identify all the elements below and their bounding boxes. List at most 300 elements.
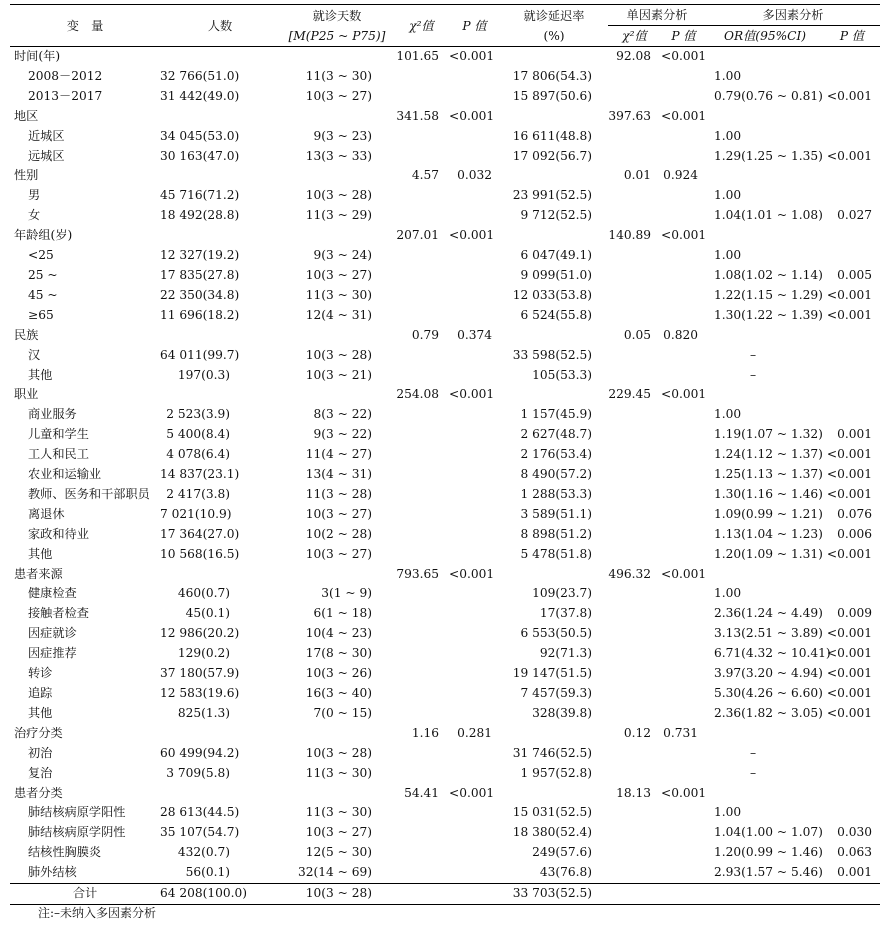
cell-or-ci (706, 784, 824, 804)
cell-days: 11(3 ~ 29) (305, 208, 372, 223)
category-row (10, 107, 880, 127)
cell-uni-p (661, 286, 706, 306)
cell-p (449, 366, 500, 386)
cell-count (160, 107, 280, 127)
cell-days: 10(3 ~ 26) (305, 666, 372, 681)
cell-uni-p (661, 684, 706, 704)
cell-uni-p (661, 206, 706, 226)
table-row (10, 604, 880, 624)
cell-days: 11(3 ~ 28) (305, 486, 372, 501)
header-count: 人数 (160, 5, 280, 47)
cell-multi-p: <0.001 (826, 546, 872, 561)
cell-uni-chi2 (608, 644, 661, 664)
cell-uni-p: <0.001 (661, 228, 707, 243)
table-row (10, 525, 880, 545)
cell-uni-chi2 (608, 823, 661, 843)
table-row (10, 823, 880, 843)
cell-count: 7 021(10.9) (160, 506, 232, 521)
cell-count: 30 163(47.0) (160, 148, 240, 163)
table-row (10, 764, 880, 784)
row-label: 年龄组(岁) (14, 228, 73, 243)
cell-chi2 (394, 584, 449, 604)
cell-p (449, 286, 500, 306)
cell-delay-rate (500, 724, 608, 744)
cell-multi-p (824, 764, 880, 784)
table-row (10, 644, 880, 664)
cell-uni-p (661, 465, 706, 485)
cell-uni-chi2 (608, 584, 661, 604)
cell-delay-rate: 33 598(52.5) (512, 347, 592, 362)
cell-p (449, 405, 500, 425)
cell-delay-rate: 1 157(45.9) (520, 407, 592, 422)
row-label: 女 (28, 208, 41, 223)
cell-multi-p: <0.001 (826, 88, 872, 103)
total-chi2 (394, 884, 449, 905)
cell-days: 10(2 ~ 28) (305, 526, 372, 541)
cell-uni-chi2 (608, 266, 661, 286)
cell-multi-p: 0.027 (837, 208, 872, 223)
cell-uni-chi2 (608, 465, 661, 485)
cell-p (449, 346, 500, 366)
cell-count: 12 986(20.2) (160, 626, 240, 641)
row-label: ≥65 (28, 307, 54, 322)
total-uni-chi2 (608, 884, 661, 905)
cell-or-ci: – (749, 367, 757, 382)
cell-uni-chi2: 0.05 (623, 327, 651, 342)
cell-delay-rate: 3 589(51.1) (520, 506, 592, 521)
cell-p (449, 266, 500, 286)
cell-uni-chi2 (608, 346, 661, 366)
cell-chi2 (394, 425, 449, 445)
cell-p (449, 764, 500, 784)
cell-chi2: 341.58 (396, 108, 439, 123)
cell-uni-p (661, 644, 706, 664)
header-chi2: χ²值 (394, 5, 449, 47)
cell-delay-rate: 6 553(50.5) (520, 626, 592, 641)
cell-count (160, 226, 280, 246)
cell-p (449, 445, 500, 465)
cell-or-ci: 3.13(2.51 ~ 3.89) (714, 626, 823, 641)
cell-p: <0.001 (449, 566, 495, 581)
cell-or-ci (706, 47, 824, 67)
cell-days: 11(3 ~ 30) (305, 287, 372, 302)
cell-uni-p (661, 803, 706, 823)
cell-chi2 (394, 405, 449, 425)
cell-chi2 (394, 266, 449, 286)
cell-delay-rate (500, 784, 608, 804)
cell-or-ci: 1.20(1.09 ~ 1.31) (714, 546, 823, 561)
cell-days: 13(3 ~ 33) (305, 148, 372, 163)
cell-p (449, 87, 500, 107)
cell-uni-p (661, 624, 706, 644)
table-row (10, 863, 880, 883)
cell-or-ci: 1.00 (714, 805, 742, 820)
cell-uni-p (661, 425, 706, 445)
row-label: 2008－2012 (28, 68, 103, 83)
cell-delay-rate: 12 033(53.8) (512, 287, 592, 302)
cell-count: 3 709(5.8) (166, 765, 230, 780)
cell-uni-chi2 (608, 704, 661, 724)
table-row (10, 67, 880, 87)
cell-uni-p (661, 664, 706, 684)
cell-or-ci: 1.00 (714, 248, 742, 263)
cell-days: 9(3 ~ 24) (313, 248, 372, 263)
cell-days: 9(3 ~ 23) (313, 128, 372, 143)
cell-chi2 (394, 306, 449, 326)
cell-count: 197(0.3) (177, 367, 230, 382)
cell-delay-rate (500, 226, 608, 246)
cell-delay-rate: 18 380(52.4) (512, 825, 592, 840)
cell-count: 18 492(28.8) (160, 208, 240, 223)
cell-p (449, 465, 500, 485)
total-row (10, 884, 880, 905)
cell-chi2 (394, 206, 449, 226)
cell-uni-p (661, 525, 706, 545)
row-label: 职业 (14, 387, 39, 402)
category-row (10, 784, 880, 804)
cell-uni-p: <0.001 (661, 785, 707, 800)
cell-days (280, 784, 394, 804)
cell-delay-rate: 92(71.3) (539, 646, 592, 661)
cell-p: <0.001 (449, 49, 495, 63)
cell-uni-p: 0.820 (663, 327, 698, 342)
cell-count: 28 613(44.5) (160, 805, 240, 820)
cell-multi-p: <0.001 (826, 626, 872, 641)
cell-count: 31 442(49.0) (160, 88, 240, 103)
cell-uni-p (661, 704, 706, 724)
cell-uni-chi2 (608, 764, 661, 784)
cell-uni-p: 0.924 (663, 168, 698, 183)
cell-count: 45 716(71.2) (160, 188, 240, 203)
header-multi-or: OR值(95%CI) (706, 26, 824, 47)
header-variable: 变 量 (10, 5, 160, 47)
cell-days: 10(3 ~ 27) (305, 825, 372, 840)
table-row (10, 744, 880, 764)
cell-multi-p (824, 385, 880, 405)
cell-chi2 (394, 823, 449, 843)
cell-or-ci (706, 565, 824, 585)
cell-or-ci (706, 166, 824, 186)
total-delay: 33 703(52.5) (500, 884, 608, 905)
cell-multi-p: <0.001 (826, 486, 872, 501)
cell-uni-chi2 (608, 425, 661, 445)
cell-count: 4 078(6.4) (166, 447, 230, 462)
cell-chi2 (394, 485, 449, 505)
cell-multi-p (824, 226, 880, 246)
cell-chi2 (394, 624, 449, 644)
cell-days: 12(4 ~ 31) (305, 307, 372, 322)
cell-delay-rate: 17(37.8) (539, 606, 592, 621)
cell-uni-chi2 (608, 147, 661, 167)
row-label: 健康检查 (28, 586, 77, 601)
cell-delay-rate: 43(76.8) (539, 865, 592, 880)
cell-count (160, 565, 280, 585)
cell-chi2 (394, 465, 449, 485)
cell-days: 10(3 ~ 28) (305, 188, 372, 203)
cell-p: <0.001 (449, 387, 495, 402)
cell-chi2 (394, 744, 449, 764)
header-delay-line1: 就诊延迟率 (523, 8, 585, 23)
cell-days: 11(3 ~ 30) (305, 68, 372, 83)
row-label: 民族 (14, 327, 39, 342)
total-count: 64 208(100.0) (160, 884, 280, 905)
category-row (10, 226, 880, 246)
cell-uni-p (661, 584, 706, 604)
cell-p: <0.001 (449, 108, 495, 123)
cell-delay-rate: 1 957(52.8) (520, 765, 592, 780)
total-days: 10(3 ~ 28) (280, 884, 394, 905)
cell-chi2 (394, 604, 449, 624)
cell-p (449, 644, 500, 664)
total-label: 合计 (10, 884, 160, 905)
cell-count: 32 766(51.0) (160, 68, 240, 83)
cell-uni-p (661, 843, 706, 863)
cell-chi2: 254.08 (396, 387, 439, 402)
cell-days: 10(3 ~ 27) (305, 546, 372, 561)
cell-or-ci: 1.29(1.25 ~ 1.35) (714, 148, 823, 163)
cell-multi-p: <0.001 (826, 447, 872, 462)
cell-uni-p: <0.001 (661, 566, 707, 581)
cell-or-ci: 3.97(3.20 ~ 4.94) (714, 666, 823, 681)
row-label: 转诊 (28, 666, 53, 681)
cell-or-ci: 1.08(1.02 ~ 1.14) (714, 267, 823, 282)
table-row (10, 405, 880, 425)
cell-chi2 (394, 366, 449, 386)
row-label: 汉 (28, 347, 41, 362)
cell-uni-p (661, 346, 706, 366)
total-multi-p (824, 884, 880, 905)
cell-uni-p: <0.001 (661, 49, 707, 63)
row-label: 45 ~ (28, 287, 58, 302)
cell-or-ci: 1.13(1.04 ~ 1.23) (714, 526, 823, 541)
cell-p (449, 206, 500, 226)
row-label: 离退休 (28, 506, 65, 521)
cell-days: 10(4 ~ 23) (305, 626, 372, 641)
cell-count (160, 47, 280, 67)
cell-p (449, 505, 500, 525)
cell-count (160, 166, 280, 186)
cell-or-ci: 1.00 (714, 128, 742, 143)
cell-uni-chi2 (608, 863, 661, 883)
header-multivariate-group: 多因素分析 (706, 5, 880, 26)
cell-or-ci: 1.09(0.99 ~ 1.21) (714, 506, 823, 521)
cell-p (449, 684, 500, 704)
cell-days: 10(3 ~ 27) (305, 267, 372, 282)
cell-delay-rate: 9 099(51.0) (520, 267, 592, 282)
header-p: P 值 (449, 5, 500, 47)
cell-p (449, 584, 500, 604)
cell-delay-rate: 249(57.6) (532, 845, 592, 860)
category-row (10, 724, 880, 744)
cell-count: 12 583(19.6) (160, 686, 240, 700)
row-label: 因症就诊 (28, 626, 77, 641)
row-label: 农业和运输业 (28, 467, 102, 482)
cell-p (449, 823, 500, 843)
cell-days (280, 107, 394, 127)
cell-uni-p (661, 67, 706, 87)
row-label: 性别 (14, 168, 39, 183)
cell-uni-chi2: 397.63 (608, 108, 651, 123)
cell-days: 10(3 ~ 21) (305, 367, 372, 382)
cell-uni-chi2: 140.89 (608, 228, 651, 243)
cell-delay-rate: 105(53.3) (532, 367, 592, 382)
table-row (10, 186, 880, 206)
cell-count: 2 523(3.9) (166, 407, 230, 422)
cell-chi2 (394, 127, 449, 147)
cell-count (160, 326, 280, 346)
cell-multi-p: <0.001 (826, 686, 872, 700)
table-row (10, 704, 880, 724)
table-row (10, 545, 880, 565)
table-row (10, 87, 880, 107)
cell-delay-rate: 9 712(52.5) (520, 208, 592, 223)
header-uni-chi2: χ²值 (608, 26, 661, 47)
cell-p (449, 545, 500, 565)
cell-uni-p: <0.001 (661, 387, 707, 402)
cell-or-ci (706, 724, 824, 744)
cell-p: 0.374 (457, 327, 492, 342)
cell-or-ci: 1.00 (714, 188, 742, 203)
cell-uni-p (661, 505, 706, 525)
row-label: 地区 (14, 108, 39, 123)
cell-chi2 (394, 843, 449, 863)
cell-multi-p: 0.006 (837, 526, 872, 541)
cell-or-ci: 2.36(1.24 ~ 4.49) (714, 606, 823, 621)
table-row (10, 664, 880, 684)
total-or (706, 884, 824, 905)
cell-days (280, 326, 394, 346)
cell-or-ci: 1.24(1.12 ~ 1.37) (714, 447, 823, 462)
row-label: 时间(年) (14, 49, 61, 63)
cell-or-ci (706, 326, 824, 346)
cell-days: 10(3 ~ 28) (305, 347, 372, 362)
cell-days: 8(3 ~ 22) (313, 407, 372, 422)
cell-days: 3(1 ~ 9) (321, 586, 372, 601)
cell-multi-p (824, 584, 880, 604)
cell-delay-rate: 31 746(52.5) (512, 745, 592, 760)
cell-count: 12 327(19.2) (160, 248, 240, 263)
row-label: 因症推荐 (28, 646, 77, 661)
cell-or-ci: 2.36(1.82 ~ 3.05) (714, 705, 823, 720)
cell-count: 5 400(8.4) (166, 427, 230, 442)
cell-count: 34 045(53.0) (160, 128, 240, 143)
cell-multi-p: 0.030 (837, 825, 872, 840)
cell-multi-p (824, 326, 880, 346)
cell-days (280, 226, 394, 246)
table-row (10, 286, 880, 306)
table-header (10, 5, 880, 47)
cell-uni-chi2 (608, 664, 661, 684)
cell-uni-p (661, 306, 706, 326)
cell-uni-chi2: 0.01 (623, 168, 651, 183)
header-days (280, 5, 394, 47)
cell-p (449, 704, 500, 724)
cell-delay-rate: 17 806(54.3) (512, 68, 592, 83)
cell-chi2 (394, 684, 449, 704)
cell-uni-p (661, 744, 706, 764)
cell-days (280, 724, 394, 744)
cell-days (280, 166, 394, 186)
cell-or-ci: 1.00 (714, 586, 742, 601)
cell-days: 6(1 ~ 18) (313, 606, 372, 621)
row-label: 其他 (28, 705, 53, 720)
cell-uni-p (661, 604, 706, 624)
cell-or-ci: 1.04(1.01 ~ 1.08) (714, 208, 823, 223)
cell-days: 17(8 ~ 30) (305, 646, 372, 661)
row-label: 男 (28, 188, 41, 203)
cell-chi2 (394, 803, 449, 823)
cell-or-ci: 1.25(1.13 ~ 1.37) (714, 467, 823, 482)
cell-p (449, 843, 500, 863)
row-label: 其他 (28, 546, 53, 561)
cell-delay-rate: 8 490(57.2) (520, 467, 592, 482)
cell-or-ci: 1.00 (714, 407, 742, 422)
cell-or-ci: 1.20(0.99 ~ 1.46) (714, 845, 823, 860)
cell-delay-rate: 8 898(51.2) (520, 526, 592, 541)
cell-delay-rate (500, 47, 608, 67)
cell-delay-rate: 328(39.8) (532, 705, 592, 720)
cell-multi-p (824, 67, 880, 87)
cell-p (449, 246, 500, 266)
cell-uni-chi2: 18.13 (616, 785, 651, 800)
table-row (10, 246, 880, 266)
table-row (10, 346, 880, 366)
cell-uni-chi2 (608, 127, 661, 147)
cell-p (449, 525, 500, 545)
total-p (449, 884, 500, 905)
cell-uni-chi2 (608, 286, 661, 306)
cell-or-ci: 2.93(1.57 ~ 5.46) (714, 865, 823, 880)
row-label: 商业服务 (28, 407, 77, 422)
cell-p (449, 147, 500, 167)
cell-multi-p (824, 803, 880, 823)
row-label: 接触者检查 (28, 606, 89, 621)
table-row (10, 445, 880, 465)
cell-count: 60 499(94.2) (160, 745, 240, 760)
cell-uni-p (661, 445, 706, 465)
cell-p (449, 425, 500, 445)
cell-uni-chi2 (608, 306, 661, 326)
cell-days: 13(4 ~ 31) (305, 467, 372, 482)
cell-multi-p: <0.001 (826, 467, 872, 482)
cell-chi2: 793.65 (396, 566, 439, 581)
table-row (10, 127, 880, 147)
cell-multi-p: <0.001 (826, 148, 872, 163)
cell-or-ci: 5.30(4.26 ~ 6.60) (714, 686, 823, 700)
total-uni-p (661, 884, 706, 905)
cell-days (280, 47, 394, 67)
cell-chi2 (394, 644, 449, 664)
cell-p (449, 604, 500, 624)
header-delay-line2: (%) (543, 28, 565, 43)
cell-multi-p: 0.001 (837, 865, 872, 880)
cell-multi-p (824, 186, 880, 206)
cell-uni-chi2 (608, 445, 661, 465)
cell-uni-chi2: 496.32 (608, 566, 651, 581)
cell-delay-rate: 6 524(55.8) (520, 307, 592, 322)
cell-days: 11(3 ~ 30) (305, 765, 372, 780)
cell-or-ci: – (749, 765, 757, 780)
table-row (10, 147, 880, 167)
cell-uni-chi2 (608, 186, 661, 206)
category-row (10, 326, 880, 346)
cell-or-ci: 1.19(1.07 ~ 1.32) (714, 427, 823, 442)
statistics-table-container (10, 4, 872, 905)
cell-multi-p (824, 744, 880, 764)
cell-uni-chi2 (608, 366, 661, 386)
cell-count: 460(0.7) (177, 586, 230, 601)
cell-multi-p (824, 127, 880, 147)
